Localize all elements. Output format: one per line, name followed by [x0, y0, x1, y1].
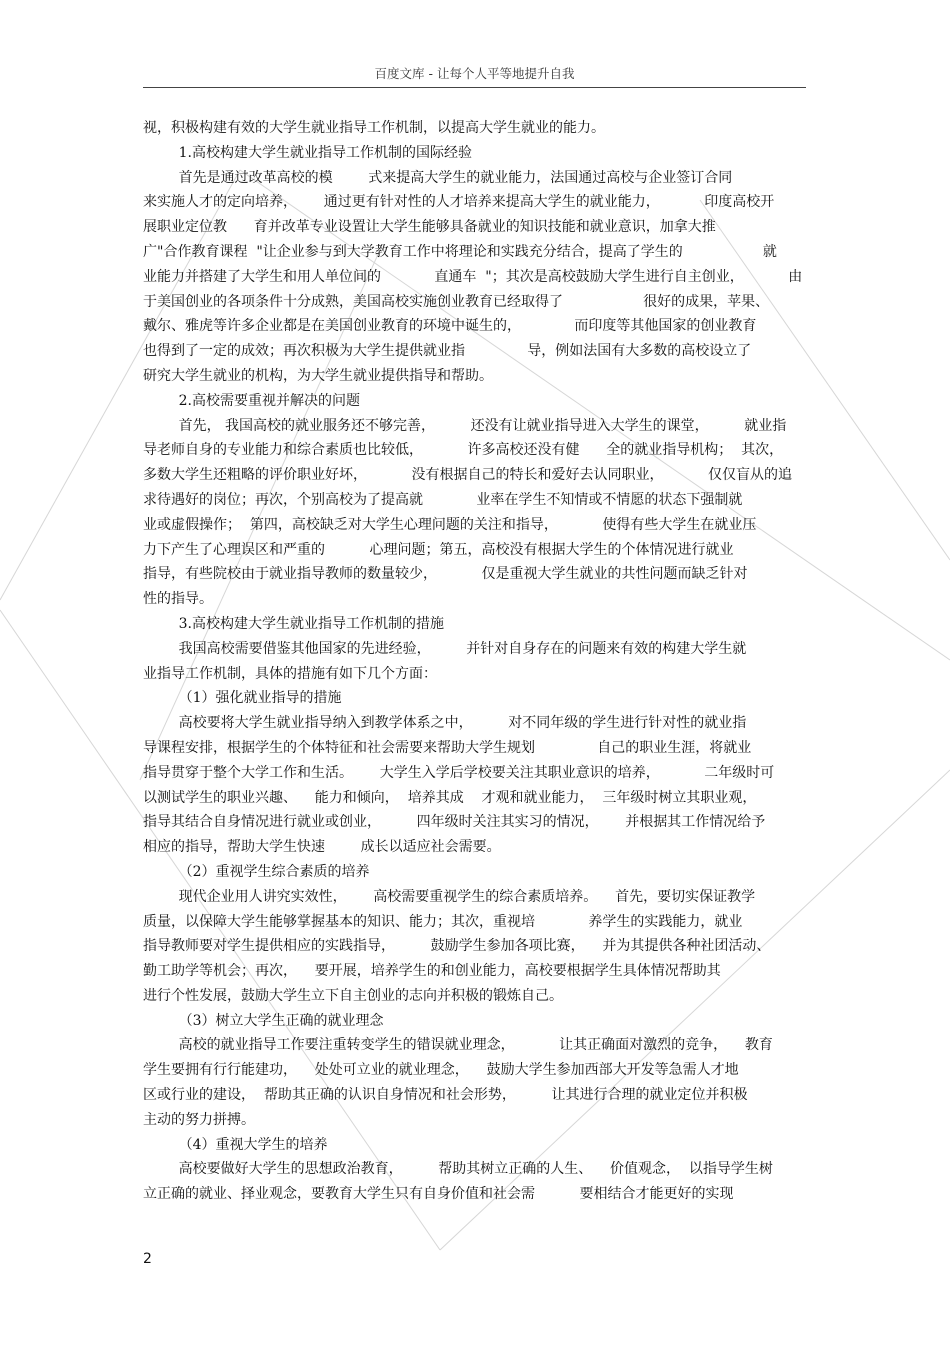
text-line: 高校的就业指导工作要注重转变学生的错误就业理念， 让其正确面对激烈的竞争， 教育: [143, 1037, 773, 1054]
text-line: 高校要将大学生就业指导纳入到教学体系之中， 对不同年级的学生进行针对性的就业指: [143, 715, 747, 732]
text-line: 质量，以保障大学生能够掌握基本的知识、能力；其次，重视培 养学生的实践能力，就业: [143, 913, 743, 930]
text-line: 指导其结合自身情况进行就业或创业， 四年级时关注其实习的情况， 并根据其工作情况给予: [143, 814, 766, 831]
text-line: 主动的努力拼搏。: [143, 1111, 255, 1128]
text-line: 于美国创业的各项条件十分成熟，美国高校实施创业教育已经取得了 很好的成果，苹果、: [143, 293, 770, 310]
text-line: 指导，有些院校由于就业指导教师的数量较少， 仅是重视大学生就业的共性问题而缺乏针对: [143, 566, 748, 583]
text-line: 我国高校需要借鉴其他国家的先进经验， 并针对自身存在的问题来有效的构建大学生就: [143, 640, 747, 657]
text-line: 指导教师要对学生提供相应的实践指导， 鼓励学生参加各项比赛， 并为其提供各种社团活动、: [143, 938, 771, 955]
text-line: 2.高校需要重视并解决的问题: [143, 392, 360, 409]
text-line: 相应的指导，帮助大学生快速 成长以适应社会需要。: [143, 839, 501, 856]
text-line: 立正确的就业、择业观念，要教育大学生只有自身价值和社会需 要相结合才能更好的实现: [143, 1186, 734, 1203]
text-line: 区或行业的建设， 帮助其正确的认识自身情况和社会形势， 让其进行合理的就业定位并积极: [143, 1087, 748, 1104]
text-line: （2）重视学生综合素质的培养: [143, 863, 370, 880]
text-line: 求待遇好的岗位；再次，个别高校为了提高就 业率在学生不知情或不情愿的状态下强制就: [143, 491, 743, 508]
text-line: 性的指导。: [143, 591, 213, 608]
text-line: 勤工助学等机会；再次， 要开展，培养学生的和创业能力，高校要根据学生具体情况帮助其: [143, 963, 721, 980]
text-line: 业或虚假操作； 第四，高校缺乏对大学生心理问题的关注和指导， 使得有些大学生在就业压: [143, 516, 757, 533]
document-body: [143, 116, 806, 1207]
page-header: 百度文库 - 让每个人平等地提升自我: [374, 66, 575, 81]
text-line: 展职业定位教 育并改革专业设置让大学生能够具备就业的知识技能和就业意识，加拿大推: [143, 219, 716, 236]
text-line: 学生要拥有行行能建功， 处处可立业的就业理念， 鼓励大学生参加西部大开发等急需人才地: [143, 1062, 739, 1079]
text-line: 指导贯穿于整个大学工作和生活。 大学生入学后学校要关注其职业意识的培养， 二年级时可: [143, 764, 775, 781]
text-line: （1）强化就业指导的措施: [143, 690, 342, 707]
text-line: 以测试学生的职业兴趣、 能力和倾向， 培养其成 才观和就业能力， 三年级时树立其职业观，: [143, 789, 757, 806]
text-line: 力下产生了心理误区和严重的 心理问题；第五，高校没有根据大学生的个体情况进行就业: [143, 541, 734, 558]
text-line: 广"合作教育课程 "让企业参与到大学教育工作中将理论和实践充分结合，提高了学生的 就: [143, 243, 777, 260]
text-line: 现代企业用人讲究实效性， 高校需要重视学生的综合素质培养。 首先，要切实保证教学: [143, 888, 756, 905]
text-line: （3）树立大学生正确的就业理念: [143, 1012, 384, 1029]
text-line: 研究大学生就业的机构，为大学生就业提供指导和帮助。: [143, 367, 493, 384]
text-line: 进行个性发展，鼓励大学生立下自主创业的志向并积极的锻炼自己。: [143, 987, 563, 1004]
text-line: 导课程安排，根据学生的个体特征和社会需要来帮助大学生规划 自己的职业生涯，将就业: [143, 739, 752, 756]
header-divider: [143, 87, 806, 88]
text-line: （4）重视大学生的培养: [143, 1136, 328, 1153]
text-line: 1.高校构建大学生就业指导工作机制的国际经验: [143, 144, 472, 161]
text-line: 也得到了一定的成效；再次积极为大学生提供就业指 导，例如法国有大多数的高校设立了: [143, 343, 752, 360]
text-line: 视，积极构建有效的大学生就业指导工作机制，以提高大学生就业的能力。: [143, 120, 605, 136]
text-line: 高校要做好大学生的思想政治教育， 帮助其树立正确的人生、 价值观念， 以指导学生树: [143, 1161, 773, 1178]
text-line: 业指导工作机制，具体的措施有如下几个方面：: [143, 665, 437, 682]
page-number: 2: [143, 1251, 152, 1267]
text-line: 多数大学生还粗略的评价职业好坏， 没有根据自己的特长和爱好去认同职业， 仅仅盲从的追: [143, 467, 793, 484]
text-line: 导老师自身的专业能力和综合素质也比较低， 许多高校还没有健 全的就业指导机构； 其次，: [143, 442, 784, 459]
text-line: 3.高校构建大学生就业指导工作机制的措施: [143, 615, 444, 632]
text-line: 首先是通过改革高校的模 式来提高大学生的就业能力，法国通过高校与企业签订合同: [143, 169, 733, 186]
text-line: 来实施人才的定向培养， 通过更有针对性的人才培养来提高大学生的就业能力， 印度高校开: [143, 194, 775, 211]
text-line: 首先， 我国高校的就业服务还不够完善， 还没有让就业指导进入大学生的课堂， 就业指: [143, 417, 787, 434]
text-line: 业能力并搭建了大学生和用人单位间的 直通车 "；其次是高校鼓励大学生进行自主创业， 由: [143, 268, 803, 285]
text-line: 戴尔、雅虎等许多企业都是在美国创业教育的环境中诞生的， 而印度等其他国家的创业教育: [143, 318, 757, 335]
